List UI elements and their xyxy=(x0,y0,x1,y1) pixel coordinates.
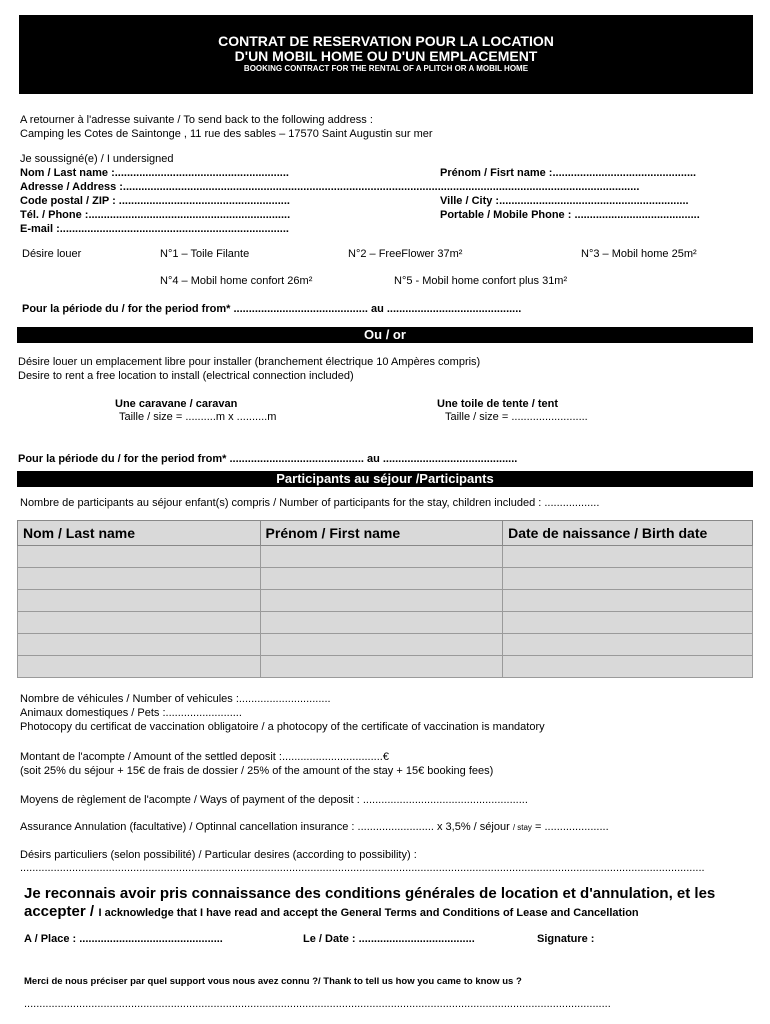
first-name-field[interactable]: Prénom / Fisrt name :............................................... xyxy=(440,167,697,179)
cell-birth-date[interactable] xyxy=(503,634,753,656)
acknowledge-en: I acknowledge that I have read and accept the General Terms and Conditions of Lease and Cancellation xyxy=(98,907,639,919)
option-4[interactable]: N°4 – Mobil home confort 26m² xyxy=(160,275,313,287)
insurance-stay: / stay xyxy=(512,823,532,832)
date-field[interactable]: Le / Date : ...................................... xyxy=(303,933,475,945)
pitch-desc-fr: Désire louer un emplacement libre pour installer (branchement électrique 10 Ampères compris) xyxy=(18,356,481,368)
cell-birth-date[interactable] xyxy=(503,546,753,568)
deposit-note: (soit 25% du séjour + 15€ de frais de dossier / 25% of the amount of the stay + 15€ booking fees) xyxy=(20,765,494,777)
col-last-name: Nom / Last name xyxy=(18,521,261,546)
cell-birth-date[interactable] xyxy=(503,612,753,634)
cell-first-name[interactable] xyxy=(260,612,503,634)
acknowledge-line-2 xyxy=(24,903,639,921)
cell-first-name[interactable] xyxy=(260,590,503,612)
deposit-field[interactable]: Montant de l'acompte / Amount of the settled deposit :.................................€ xyxy=(20,751,389,763)
option-5[interactable]: N°5 - Mobil home confort plus 31m² xyxy=(394,275,568,287)
insurance-total: = ..................... xyxy=(535,821,609,833)
cell-last-name[interactable] xyxy=(18,568,261,590)
participants-header: Participants au séjour /Participants xyxy=(17,471,753,487)
tent-size-field[interactable]: Taille / size = ......................... xyxy=(445,411,588,423)
place-field[interactable]: A / Place : ............................................... xyxy=(24,933,223,945)
pitch-desc-en: Desire to rent a free location to install (electrical connection included) xyxy=(18,370,354,382)
insurance-label: Assurance Annulation (facultative) / Optinnal cancellation insurance : ......................... x 3,5% / séjour xyxy=(20,821,510,833)
insurance-field[interactable] xyxy=(20,821,609,833)
address-field[interactable]: Adresse / Address :......................................................................................................................................................................... xyxy=(20,181,640,193)
cell-last-name[interactable] xyxy=(18,634,261,656)
header-banner xyxy=(19,15,753,94)
phone-field[interactable]: Tél. / Phone :.................................................................. xyxy=(20,209,291,221)
tent-label: Une toile de tente / tent xyxy=(437,398,559,410)
return-address: Camping les Cotes de Saintonge , 11 rue des sables – 17570 Saint Augustin sur mer xyxy=(20,128,433,140)
participants-table xyxy=(17,520,753,678)
cell-first-name[interactable] xyxy=(260,634,503,656)
table-row xyxy=(18,546,753,568)
payment-field[interactable]: Moyens de règlement de l'acompte / Ways of payment of the deposit : ...................................................... xyxy=(20,794,528,806)
title-line-2: D'UN MOBIL HOME OU D'UN EMPLACEMENT xyxy=(234,48,538,64)
cell-first-name[interactable] xyxy=(260,546,503,568)
vaccination-note: Photocopy du certificat de vaccination obligatoire / a photocopy of the certificate of vaccination is mandatory xyxy=(20,721,545,733)
cell-last-name[interactable] xyxy=(18,546,261,568)
mobile-field[interactable]: Portable / Mobile Phone : ......................................... xyxy=(440,209,700,221)
acknowledge-fr-2: accepter / xyxy=(24,903,95,920)
table-row xyxy=(18,634,753,656)
title-line-1: CONTRAT DE RESERVATION POUR LA LOCATION xyxy=(218,33,554,49)
caravan-label: Une caravane / caravan xyxy=(115,398,238,410)
zip-field[interactable]: Code postal / ZIP : ........................................................ xyxy=(20,195,290,207)
caravan-size-field[interactable]: Taille / size = ..........m x ..........m xyxy=(119,411,277,423)
rental-period-field[interactable]: Pour la période du / for the period from* ............................................ au ............................................ xyxy=(22,303,522,315)
option-2[interactable]: N°2 – FreeFlower 37m² xyxy=(348,248,463,260)
email-field[interactable]: E-mail :........................................................................... xyxy=(20,223,289,235)
option-1[interactable]: N°1 – Toile Filante xyxy=(160,248,250,260)
city-field[interactable]: Ville / City :.............................................................. xyxy=(440,195,689,207)
vehicles-field[interactable]: Nombre de véhicules / Number of vehicules :.............................. xyxy=(20,693,331,705)
table-row xyxy=(18,612,753,634)
participants-count-field[interactable]: Nombre de participants au séjour enfant(s) compris / Number of participants for the stay, children included : .................. xyxy=(20,497,600,509)
cell-birth-date[interactable] xyxy=(503,656,753,678)
return-address-label: A retourner à l'adresse suivante / To send back to the following address : xyxy=(20,114,373,126)
subtitle: BOOKING CONTRACT FOR THE RENTAL OF A PLITCH OR A MOBIL HOME xyxy=(243,64,529,73)
table-row xyxy=(18,656,753,678)
signature-field[interactable]: Signature : xyxy=(537,933,595,945)
desires-field[interactable]: ................................................................................................................................................................................................................................ xyxy=(20,862,705,874)
option-3[interactable]: N°3 – Mobil home 25m² xyxy=(581,248,697,260)
cell-birth-date[interactable] xyxy=(503,590,753,612)
or-divider: Ou / or xyxy=(17,327,753,343)
pitch-period-field[interactable]: Pour la période du / for the period from* ............................................ au ............................................ xyxy=(18,453,518,465)
col-first-name: Prénom / First name xyxy=(260,521,503,546)
cell-first-name[interactable] xyxy=(260,656,503,678)
last-name-field[interactable]: Nom / Last name :......................................................... xyxy=(20,167,289,179)
rental-label: Désire louer xyxy=(22,248,82,260)
undersigned-label: Je soussigné(e) / I undersigned xyxy=(20,153,174,165)
acknowledge-fr: Je reconnais avoir pris connaissance des conditions générales de location et d'annulation, et les xyxy=(24,885,716,902)
how-known-field[interactable]: ................................................................................................................................................................................................ xyxy=(24,998,611,1010)
desires-label: Désirs particuliers (selon possibilité) / Particular desires (according to possibility) : xyxy=(20,849,417,861)
cell-birth-date[interactable] xyxy=(503,568,753,590)
cell-last-name[interactable] xyxy=(18,590,261,612)
cell-first-name[interactable] xyxy=(260,568,503,590)
cell-last-name[interactable] xyxy=(18,656,261,678)
cell-last-name[interactable] xyxy=(18,612,261,634)
table-row xyxy=(18,590,753,612)
how-known-question: Merci de nous préciser par quel support vous nous avez connu ?/ Thank to tell us how you came to know us ? xyxy=(24,976,522,987)
table-row xyxy=(18,568,753,590)
pets-field[interactable]: Animaux domestiques / Pets :......................... xyxy=(20,707,242,719)
col-birth-date: Date de naissance / Birth date xyxy=(503,521,753,546)
